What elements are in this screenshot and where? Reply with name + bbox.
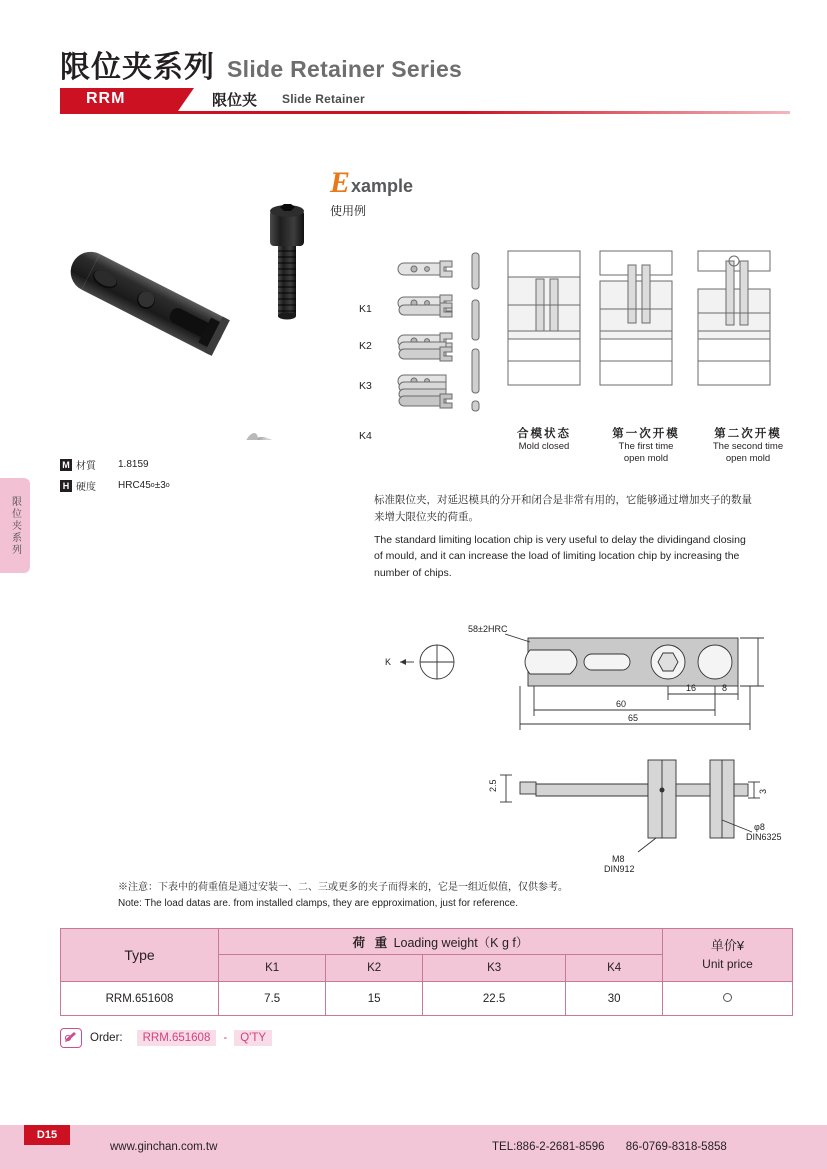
mold-state-closed-cn: 合模状态 [517, 428, 571, 440]
technical-drawing-svg [370, 620, 800, 890]
table-header-k3: K3 [422, 955, 565, 982]
footer-telephone [492, 1141, 745, 1153]
table-cell-k2: 15 [326, 982, 423, 1016]
k-label-k3: K3 [359, 380, 372, 392]
table-cell-type: RRM.651608 [61, 982, 219, 1016]
svg-text:8: 8 [722, 683, 728, 693]
mold-state-second-open-en1: The second time [712, 441, 784, 452]
product-photo-illustration [60, 180, 350, 440]
spec-table [60, 928, 793, 1016]
table-header-type: Type [61, 929, 219, 982]
material-badge: M [60, 459, 72, 471]
hardness-badge: H [60, 480, 72, 492]
table-header-unit-price-cn: 单价¥ [710, 937, 745, 953]
order-label: Order: [90, 1032, 123, 1044]
page-footer [0, 1125, 827, 1169]
example-diagram-svg [360, 245, 800, 445]
hardness-value: HRC45 [118, 480, 151, 491]
note-cn: ※注意：下表中的荷重值是通过安装一、二、三或更多的夹子而得来的，它是一组近似值，仅供参考。 [118, 882, 568, 893]
description-cn-line2: 来增大限位夹的荷重。 [374, 510, 479, 523]
svg-text:16: 16 [686, 683, 697, 693]
order-pen-icon [60, 1028, 82, 1048]
unit-price-circle-icon [723, 993, 732, 1002]
svg-text:3: 3 [758, 788, 768, 794]
product-name-cn: 限位夹 [212, 92, 258, 109]
svg-text:58±2HRC: 58±2HRC [468, 624, 508, 634]
subheader-rule [60, 111, 790, 114]
page-header [60, 42, 780, 86]
table-cell-k3: 22.5 [422, 982, 565, 1016]
example-cn: 使用例 [330, 204, 367, 218]
page-number: D15 [24, 1125, 70, 1145]
table-header-loading-en: Loading weight（K g f） [393, 935, 529, 950]
mold-state-closed-en: Mold closed [518, 441, 570, 452]
spec-table-wrapper [60, 928, 793, 1016]
footer-tel-2: 86-0769-8318-5858 [625, 1141, 727, 1153]
material-label: 材質 [76, 461, 96, 472]
table-header-k2: K2 [326, 955, 423, 982]
table-header-unit-price-en: Unit price [702, 956, 753, 971]
product-name-en: Slide Retainer [282, 92, 365, 106]
mold-state-first-open-en1: The first time [618, 441, 674, 452]
footer-website[interactable]: www.ginchan.com.tw [110, 1141, 218, 1153]
svg-text:M8: M8 [612, 854, 625, 864]
k-label-k4: K4 [359, 430, 372, 442]
description-en-line1: The standard limiting location chip is very useful to delay the dividingand closing [374, 533, 746, 546]
svg-text:65: 65 [628, 713, 639, 723]
hardness-tolerance: ±3 [154, 480, 166, 491]
mold-state-second-open [688, 425, 808, 465]
table-row [61, 982, 793, 1016]
product-subheader [60, 88, 790, 112]
technical-drawings [370, 620, 800, 890]
svg-text:60: 60 [616, 699, 627, 709]
svg-text:2.5: 2.5 [488, 779, 498, 792]
hardness-degree-1: o [150, 482, 155, 489]
footer-tel-1: TEL:886-2-2681-8596 [492, 1141, 605, 1153]
example-initial: E [330, 166, 351, 199]
example-word: xample [351, 176, 414, 196]
table-header-k1: K1 [219, 955, 326, 982]
product-photo [60, 180, 350, 440]
k-label-k2: K2 [359, 340, 372, 352]
example-diagram [360, 245, 800, 445]
table-header-k4: K4 [566, 955, 663, 982]
title-row [60, 42, 780, 86]
note-en: Note: The load datas are. from installed clamps, they are epproximation, just for reference. [118, 898, 519, 909]
mold-state-second-open-cn: 第二次开模 [714, 428, 782, 440]
specifications [60, 457, 170, 499]
table-cell-k4: 30 [566, 982, 663, 1016]
order-pen-icon-svg [64, 1032, 78, 1044]
description-block [374, 492, 799, 582]
mold-state-first-open-en2: open mold [623, 452, 669, 464]
order-dash: - [223, 1032, 228, 1044]
description-cn-line1: 标准限位夹，对延迟模具的分开和闭合是非常有用的，它能够通过增加夹子的数量 [374, 494, 752, 506]
material-value: 1.8159 [118, 459, 149, 470]
svg-text:DIN912: DIN912 [604, 864, 635, 874]
table-header-unit-price [663, 929, 793, 982]
svg-text:φ8: φ8 [754, 822, 765, 832]
table-cell-k1: 7.5 [219, 982, 326, 1016]
spec-hardness-row [60, 478, 170, 493]
mold-state-second-open-en2: open mold [725, 452, 771, 464]
page-title-en: Slide Retainer Series [227, 56, 463, 82]
drawing-label-k: K [385, 657, 392, 667]
product-code: RRM [86, 90, 126, 107]
order-row [60, 1028, 272, 1048]
table-cell-unit-price [663, 982, 793, 1016]
spec-material-row [60, 457, 170, 472]
k-label-k1: K1 [359, 303, 372, 315]
table-header-loading-cn: 荷 重 [352, 935, 391, 950]
description-en-line2: of mould, and it can increase the load of limiting location chip by increasing the [374, 550, 740, 563]
mold-state-first-open-cn: 第一次开模 [612, 428, 680, 440]
table-header-loading [219, 929, 663, 955]
section-side-tab-label: 限位夹系列 [9, 495, 21, 556]
example-heading [330, 168, 413, 219]
order-qty: Q'TY [234, 1030, 272, 1046]
hardness-label: 硬度 [76, 482, 96, 493]
hardness-degree-2: o [165, 482, 170, 489]
note-block [118, 880, 568, 912]
section-side-tab [0, 478, 30, 573]
svg-text:DIN6325: DIN6325 [746, 832, 782, 842]
table-header-row-1 [61, 929, 793, 955]
order-code: RRM.651608 [137, 1030, 217, 1046]
page-title-cn: 限位夹系列 [60, 51, 215, 84]
description-en-line3: number of chips. [374, 567, 452, 580]
